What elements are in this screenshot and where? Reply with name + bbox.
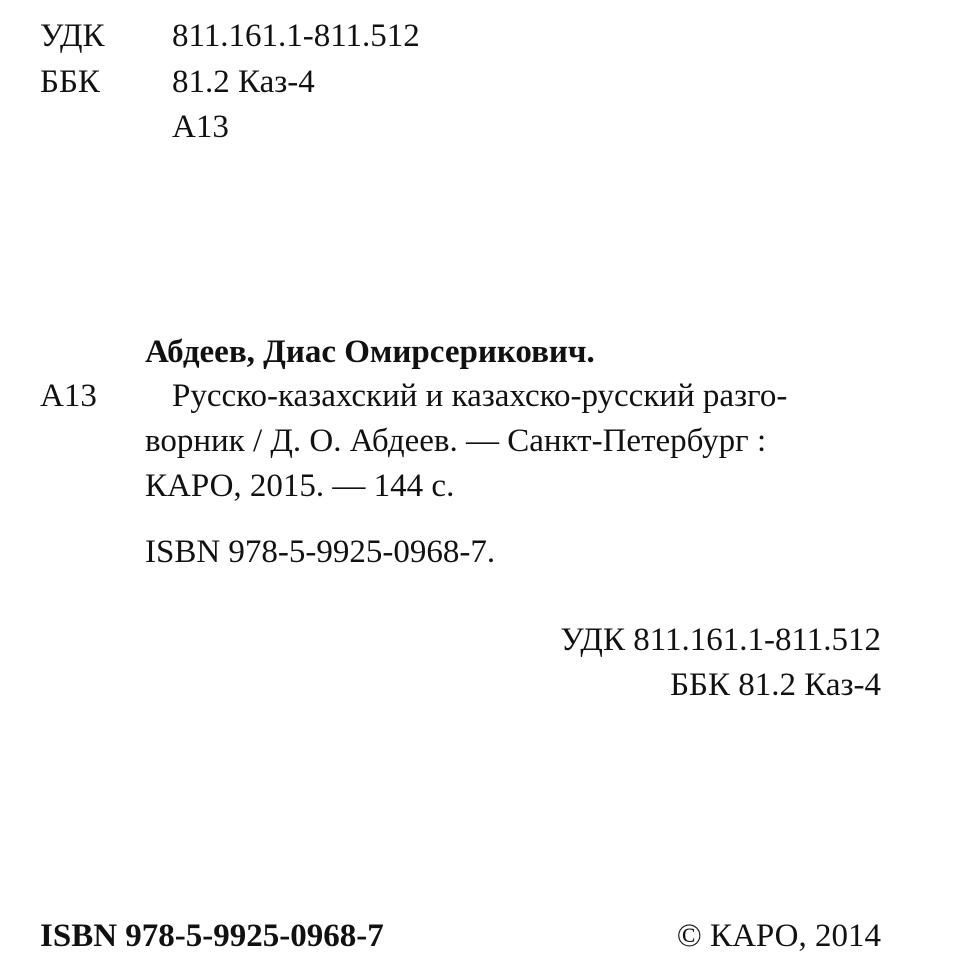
author-heading: Абдеев, Диас Омирсерикович. [145, 334, 595, 370]
author-mark-top: А13 [172, 109, 229, 145]
bbk-label: ББК [40, 64, 100, 100]
footer-isbn: ISBN 978-5-9925-0968-7 [40, 918, 384, 954]
bbk-value: 81.2 Каз-4 [172, 64, 315, 100]
udk-value: 811.161.1-811.512 [172, 18, 420, 54]
description-line-2: ворник / Д. О. Абдеев. — Санкт-Петербург : [145, 423, 767, 459]
udk-label: УДК [40, 18, 105, 54]
footer-copyright: © КАРО, 2014 [676, 918, 881, 954]
record-bbk: ББК 81.2 Каз-4 [670, 667, 881, 703]
description-line-3: КАРО, 2015. — 144 с. [145, 468, 455, 504]
description-line-1: Русско-казахский и казахско-русский разго- [172, 378, 788, 414]
record-udk: УДК 811.161.1-811.512 [560, 622, 881, 658]
author-mark: А13 [40, 378, 97, 414]
record-isbn: ISBN 978-5-9925-0968-7. [145, 534, 496, 570]
